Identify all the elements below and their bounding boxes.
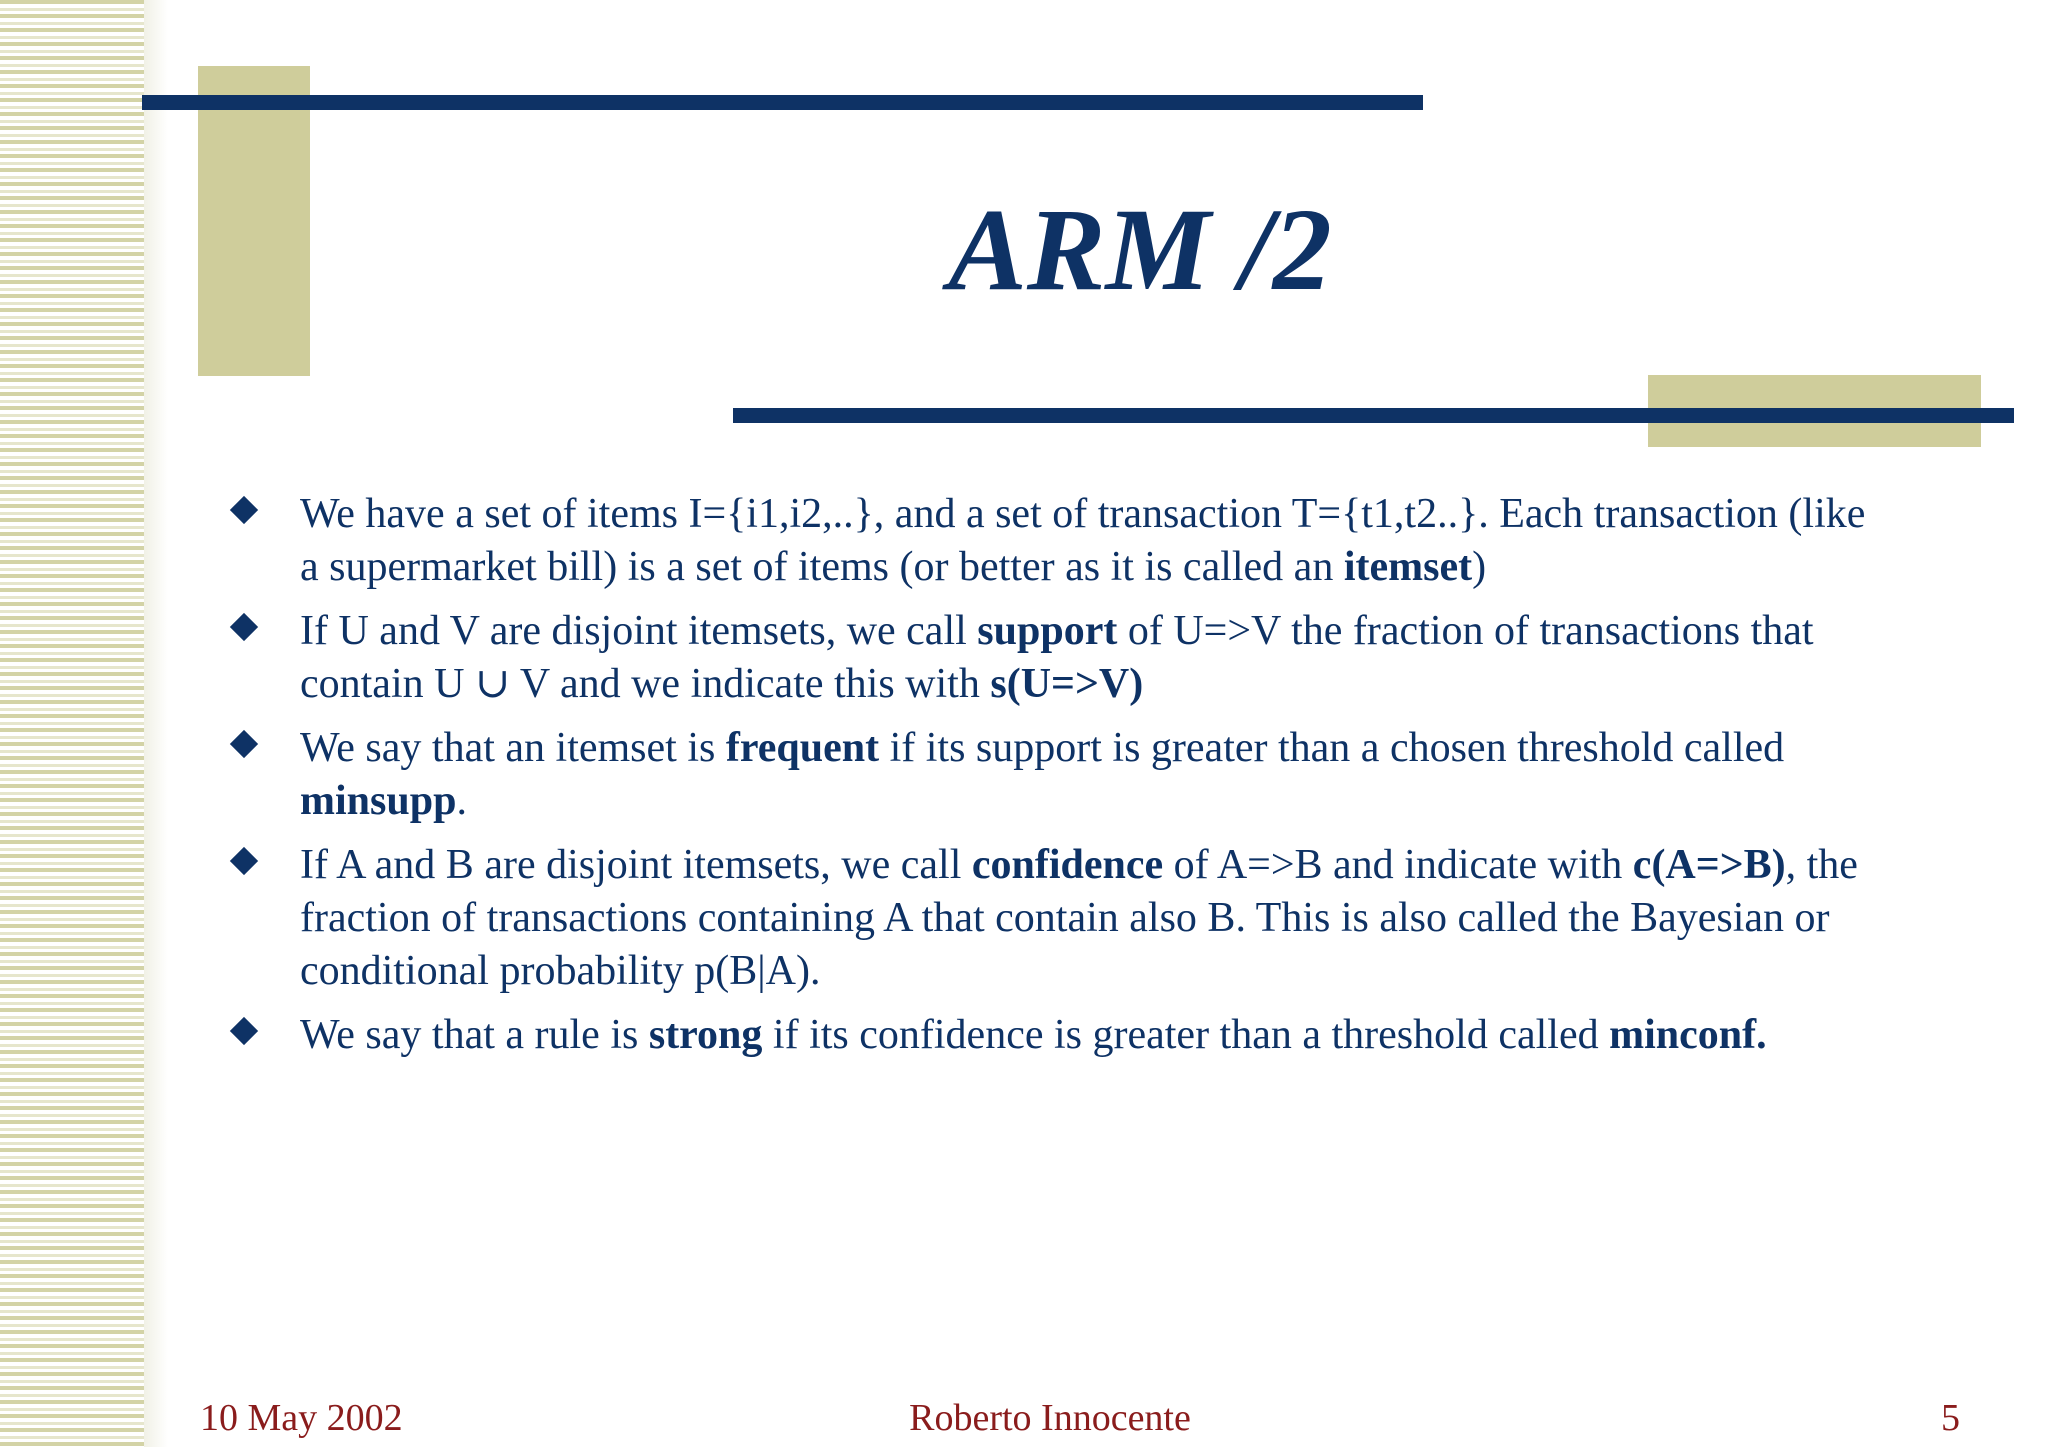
bullet-text-segment: We say that a rule is — [300, 1012, 649, 1058]
bullet-text — [300, 1012, 1767, 1058]
bullet-list — [230, 488, 1870, 1073]
bullet-text — [300, 608, 1814, 707]
diamond-bullet-icon — [230, 613, 258, 641]
bullet-item-2 — [230, 605, 1870, 711]
bullet-term: frequent — [725, 725, 880, 771]
bullet-text-segment: if its support is greater than a chosen threshold called — [879, 725, 1785, 771]
bullet-text-segment: If A and B are disjoint itemsets, we call — [300, 842, 972, 888]
bullet-term: minsupp — [300, 778, 457, 824]
left-stripe-decoration — [0, 0, 144, 1447]
bullet-item-3 — [230, 722, 1870, 828]
bullet-text — [300, 491, 1865, 590]
bullet-text-segment: of U=>V the fraction of transactions that contain U ∪ V and we indicate this with — [300, 608, 1814, 707]
slide-title: ARM /2 — [948, 184, 1332, 315]
bullet-text-segment: We say that an itemset is — [300, 725, 726, 771]
bullet-term: itemset — [1343, 544, 1473, 590]
bullet-item-5 — [230, 1009, 1870, 1062]
diamond-bullet-icon — [230, 496, 258, 524]
bullet-term: confidence — [971, 842, 1164, 888]
bullet-item-4 — [230, 839, 1870, 998]
bullet-text-segment: ) — [1472, 544, 1487, 590]
navy-rule-bottom — [733, 408, 2014, 423]
diamond-bullet-icon — [230, 1017, 258, 1045]
navy-rule-top — [142, 95, 1423, 110]
left-stripe-fade — [144, 0, 168, 1447]
bullet-term: minconf. — [1609, 1012, 1767, 1058]
bullet-text-segment: , the fraction of transactions containing A that contain also B. This is also called the Bayesian or conditional probability p(B|A). — [300, 842, 1858, 994]
bullet-term: strong — [648, 1012, 763, 1058]
footer-author: Roberto Innocente — [909, 1397, 1191, 1439]
footer-date: 10 May 2002 — [200, 1397, 403, 1439]
bullet-text — [300, 842, 1858, 994]
bullet-text — [300, 725, 1784, 824]
bullet-item-1 — [230, 488, 1870, 594]
olive-accent-block-left — [198, 66, 310, 376]
bullet-text-segment: We have a set of items I={i1,i2,..}, and a set of transaction T={t1,t2..}. Each transaction (like a supermarket bill) is a set of items (or better as it is called an — [300, 491, 1866, 590]
bullet-text-segment: If U and V are disjoint itemsets, we call — [300, 608, 978, 654]
bullet-term: s(U=>V) — [990, 661, 1144, 707]
footer-page-number: 5 — [1941, 1397, 1960, 1439]
bullet-term: support — [977, 608, 1118, 654]
diamond-bullet-icon — [230, 847, 258, 875]
diamond-bullet-icon — [230, 730, 258, 758]
bullet-text-segment: of A=>B and indicate with — [1163, 842, 1633, 888]
bullet-text-segment: if its confidence is greater than a threshold called — [762, 1012, 1610, 1058]
bullet-term: c(A=>B) — [1632, 842, 1786, 888]
bullet-text-segment: . — [456, 778, 467, 824]
